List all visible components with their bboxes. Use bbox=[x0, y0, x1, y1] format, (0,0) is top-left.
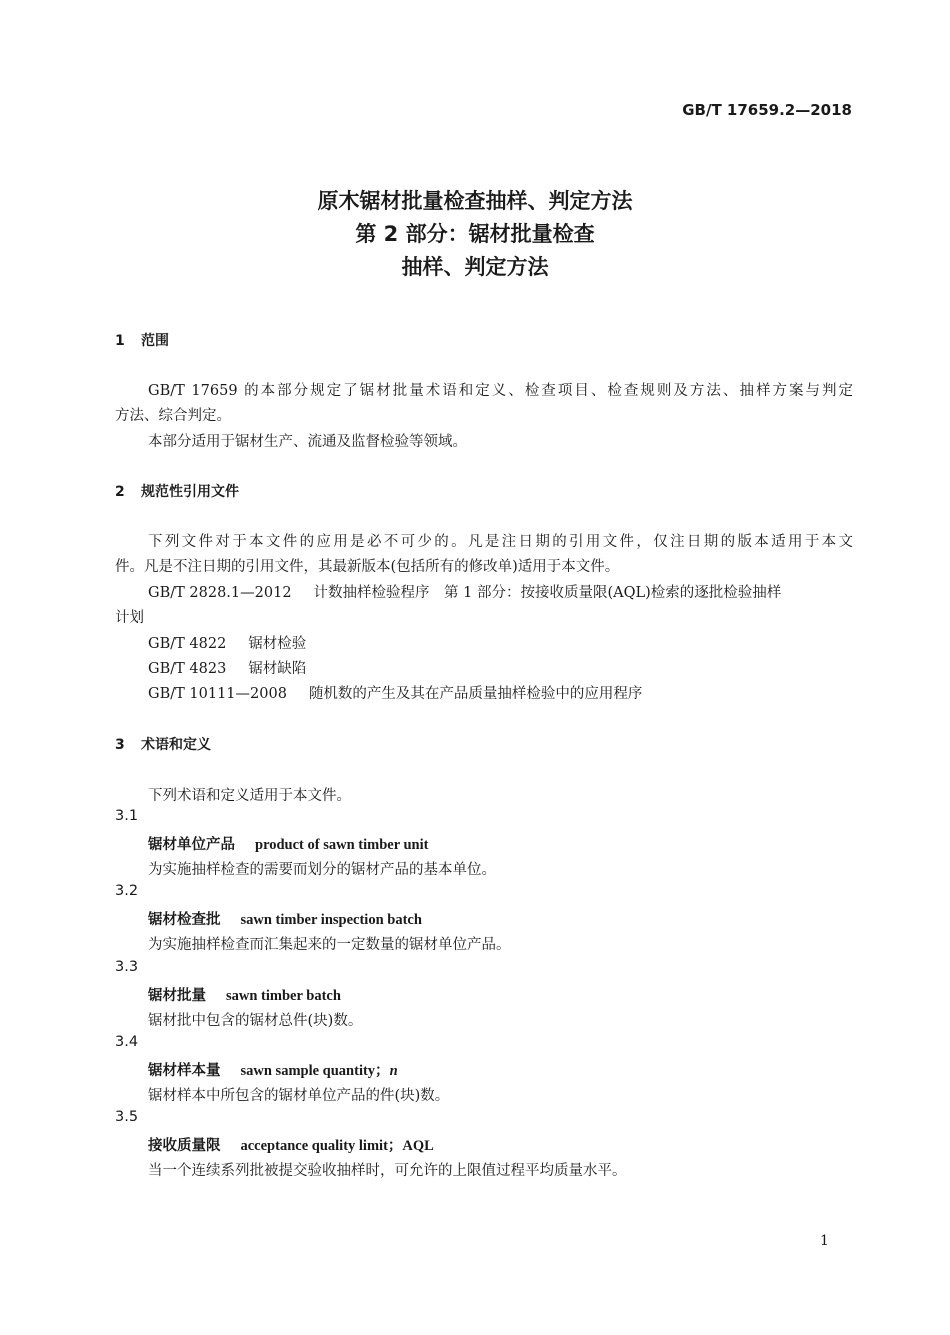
reference-title: 锯材缺陷 bbox=[248, 661, 307, 677]
section-1-heading bbox=[115, 330, 169, 350]
scope-paragraph-line-2: 方法、综合判定。 bbox=[115, 408, 231, 424]
title-line-2: 第 2 部分：锯材批量检查 bbox=[355, 222, 595, 246]
standard-number: GB/T 17659.2—2018 bbox=[682, 101, 852, 119]
term-chinese: 接收质量限 bbox=[148, 1138, 221, 1154]
reference-code: GB/T 2828.1—2012 bbox=[148, 585, 292, 601]
reference-code: GB/T 4822 bbox=[148, 636, 227, 652]
term-english: acceptance quality limit；AQL bbox=[240, 1138, 434, 1154]
section-title: 规范性引用文件 bbox=[141, 484, 239, 500]
term-english: sawn timber inspection batch bbox=[240, 912, 422, 928]
reference-code: GB/T 4823 bbox=[148, 661, 227, 677]
reference-title: 计数抽样检验程序 第 1 部分：按接收质量限(AQL)检索的逐批检验抽样 bbox=[313, 585, 782, 601]
title-line-3: 抽样、判定方法 bbox=[401, 255, 549, 279]
page-number: 1 bbox=[820, 1233, 829, 1249]
reference-item bbox=[148, 632, 306, 653]
term-number: 3.3 bbox=[115, 959, 139, 975]
term-definition: 锯材批中包含的锯材总件(块)数。 bbox=[148, 1013, 363, 1029]
section-title: 术语和定义 bbox=[141, 737, 211, 753]
section-number: 1 bbox=[115, 333, 125, 349]
section-number: 3 bbox=[115, 737, 125, 753]
term-heading bbox=[148, 908, 422, 929]
section-2-heading bbox=[115, 481, 239, 501]
term-chinese: 锯材样本量 bbox=[148, 1063, 221, 1079]
reference-title: 随机数的产生及其在产品质量抽样检验中的应用程序 bbox=[308, 686, 643, 702]
term-number: 3.4 bbox=[115, 1034, 139, 1050]
references-intro-line-1: 下列文件对于本文件的应用是必不可少的。凡是注日期的引用文件，仅注日期的版本适用于本文 bbox=[148, 534, 853, 550]
reference-code: GB/T 10111—2008 bbox=[148, 686, 287, 702]
term-chinese: 锯材批量 bbox=[148, 988, 206, 1004]
scope-paragraph-line-1: GB/T 17659 的本部分规定了锯材批量术语和定义、检查项目、检查规则及方法、抽样方案与判定 bbox=[148, 383, 853, 399]
term-number: 3.5 bbox=[115, 1109, 139, 1125]
term-english: sawn timber batch bbox=[226, 988, 341, 1004]
reference-title-continued: 计划 bbox=[115, 610, 144, 626]
term-chinese: 锯材单位产品 bbox=[148, 837, 235, 853]
reference-item bbox=[148, 682, 642, 703]
term-symbol: n bbox=[389, 1063, 398, 1079]
title-line-1: 原木锯材批量检查抽样、判定方法 bbox=[317, 189, 633, 213]
term-heading bbox=[148, 1134, 434, 1155]
reference-item bbox=[148, 657, 306, 678]
term-chinese: 锯材检查批 bbox=[148, 912, 221, 928]
reference-item bbox=[148, 581, 853, 602]
term-heading bbox=[148, 984, 341, 1005]
term-english: sawn sample quantity； bbox=[240, 1063, 390, 1079]
section-3-heading bbox=[115, 734, 211, 754]
section-number: 2 bbox=[115, 484, 125, 500]
term-number: 3.1 bbox=[115, 808, 139, 824]
term-definition: 锯材样本中所包含的锯材单位产品的件(块)数。 bbox=[148, 1088, 450, 1104]
term-number: 3.2 bbox=[115, 883, 139, 899]
references-intro-line-2: 件。凡是不注日期的引用文件，其最新版本(包括所有的修改单)适用于本文件。 bbox=[115, 559, 620, 575]
term-english: product of sawn timber unit bbox=[255, 837, 429, 853]
reference-title: 锯材检验 bbox=[248, 636, 307, 652]
term-heading bbox=[148, 833, 428, 854]
terms-intro: 下列术语和定义适用于本文件。 bbox=[148, 788, 351, 804]
term-definition: 为实施抽样检查的需要而划分的锯材产品的基本单位。 bbox=[148, 862, 496, 878]
term-heading bbox=[148, 1059, 398, 1080]
term-definition: 当一个连续系列批被提交验收抽样时，可允许的上限值过程平均质量水平。 bbox=[148, 1163, 627, 1179]
scope-applicability: 本部分适用于锯材生产、流通及监督检验等领域。 bbox=[148, 434, 467, 450]
term-definition: 为实施抽样检查而汇集起来的一定数量的锯材单位产品。 bbox=[148, 937, 511, 953]
section-title: 范围 bbox=[141, 333, 169, 349]
